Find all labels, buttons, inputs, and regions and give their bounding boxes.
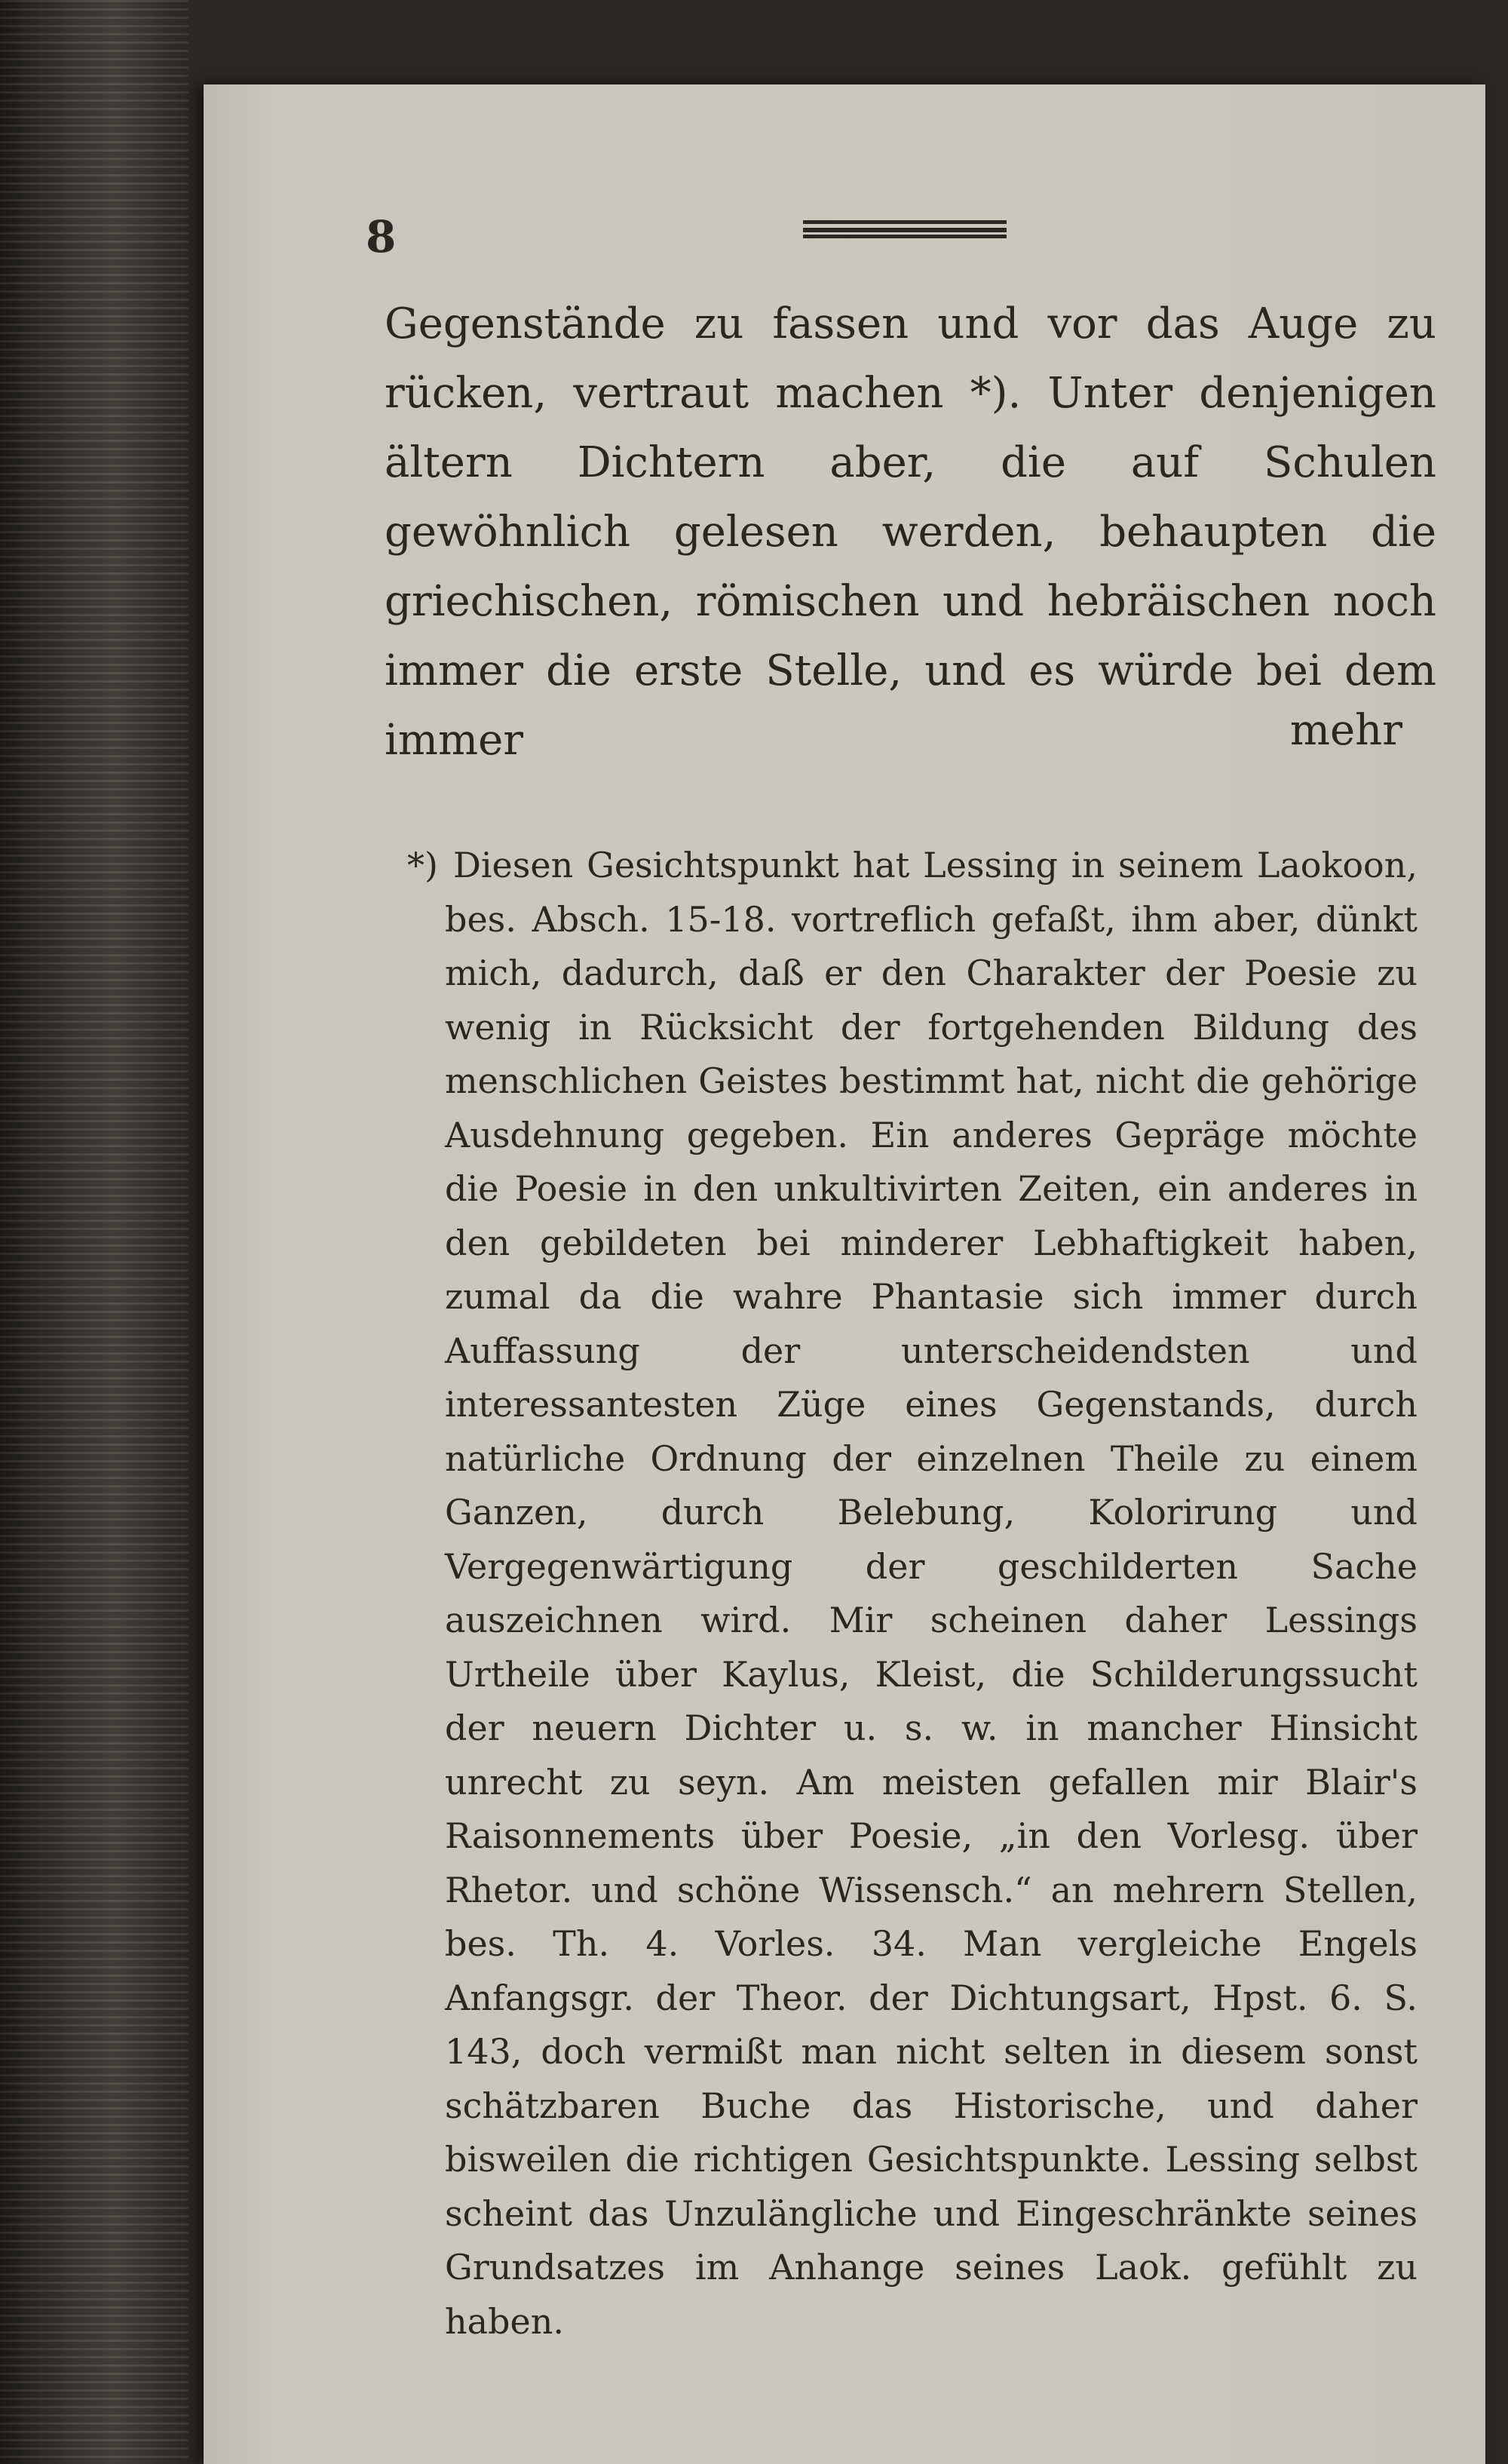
footnote-marker: *) [407, 845, 438, 885]
header-rule [803, 220, 1007, 238]
book-spine [0, 0, 188, 2464]
page-number: 8 [366, 211, 397, 262]
footnote [407, 839, 1418, 2349]
book-page [204, 84, 1485, 2464]
main-text: Gegenstände zu fassen und vor das Auge zu rücken, vertraut machen *). Unter denjenigen ältern Dichtern aber, die auf Schulen gewöhnlich gelesen werden, behaupten die griechischen, römischen und hebräischen noch immer die erste Stelle, und es würde bei dem immer [385, 299, 1436, 765]
footnote-text: Diesen Gesichtspunkt hat Lessing in seinem Laokoon, bes. Absch. 15-18. vortreflich gefaßt, ihm aber, dünkt mich, dadurch, daß er den Charakter der Poesie zu wenig in Rücksicht der fortgehenden Bildung des menschlichen Geistes bestimmt hat, nicht die gehörige Ausdehnung gegeben. Ein anderes Gepräge möchte die Poesie in den unkultivirten Zeiten, ein anderes in den gebildeten bei minderer Lebhaftigkeit haben, zumal da die wahre Phantasie sich immer durch Auffassung der unterscheidendsten und interessantesten Züge eines Gegenstands, durch natürliche Ordnung der einzelnen Theile zu einem Ganzen, durch Belebung, Kolorirung und Vergegenwärtigung der geschilderten Sache auszeichnen wird. Mir scheinen daher Lessings Urtheile über Kaylus, Kleist, die Schilderungssucht der neuern Dichter u. s. w. in mancher Hinsicht unrecht zu seyn. Am meisten gefallen mir Blair's Raisonnements über Poesie, „in den Vorlesg. über Rhetor. und schöne Wissensch.“ an mehrern Stellen, bes. Th. 4. Vorles. 34. Man vergleiche Engels Anfangsgr. der Theor. der Dichtungsart, Hpst. 6. S. 143, doch vermißt man nicht selten in diesem sonst schätzbaren Buche das Historische, und daher bisweilen die richtigen Gesichtspunkte. Lessing selbst scheint das Unzulängliche und Eingeschränkte seines Grundsatzes im Anhange seines Laok. gefühlt zu haben. [445, 845, 1418, 2342]
catchword: mehr [1289, 706, 1402, 755]
